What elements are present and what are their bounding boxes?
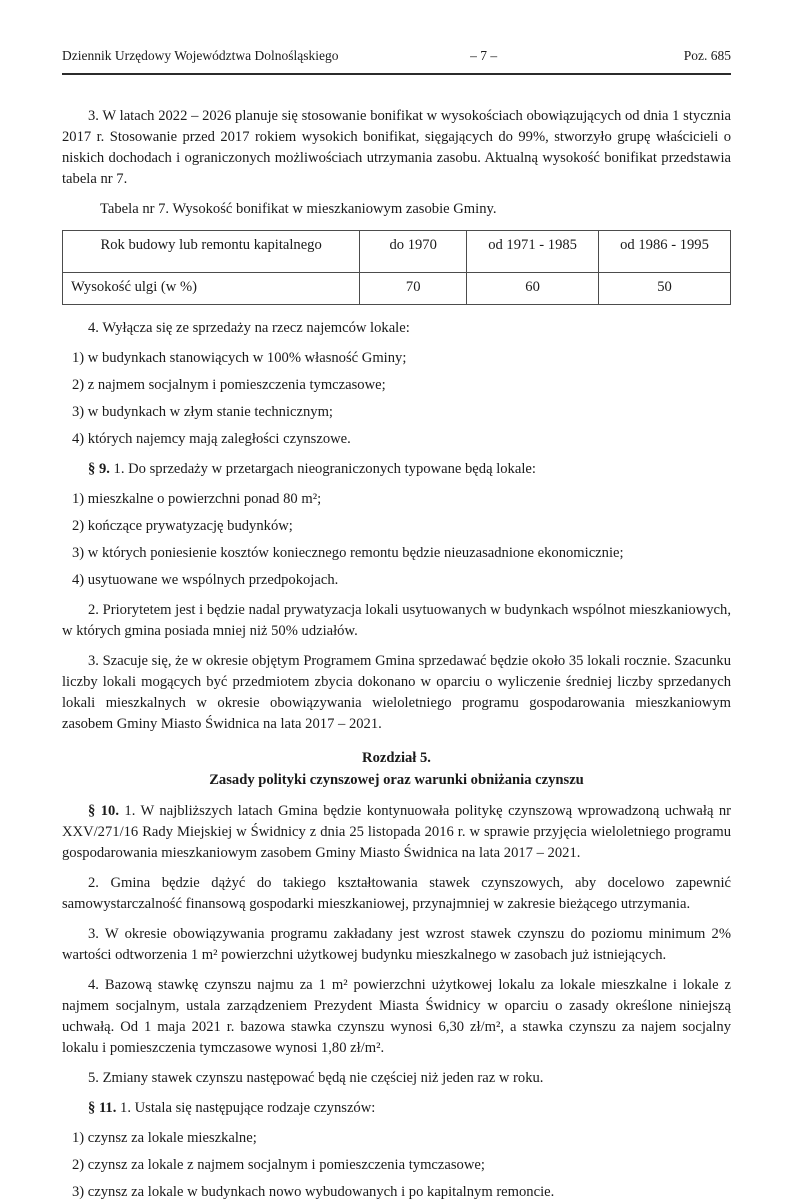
page-header — [62, 48, 731, 75]
chapter-number: Rozdział 5. — [362, 750, 431, 766]
list-item: 3) w których poniesienie kosztów koniecznego remontu będzie nieuzasadnione ekonomicznie; — [72, 545, 624, 561]
position-label: Poz. 685 — [683, 48, 731, 63]
section-mark: § 9. — [88, 461, 110, 477]
list-item: 2) z najmem socjalnym i pomieszczenia tymczasowe; — [72, 377, 386, 393]
table-header-cell: od 1971 - 1985 — [467, 231, 599, 273]
list-item: 2) kończące prywatyzację budynków; — [72, 518, 293, 534]
list-item: 1) mieszkalne o powierzchni ponad 80 m²; — [72, 491, 322, 507]
paragraph-s10-4: 4. Bazową stawkę czynszu najmu za 1 m² powierzchni użytkowej lokalu za lokale mieszkalne i lokale z najmem socjalnym, ustala zarządzeniem Prezydent Miasta Świdnicy w oparciu o zasady określone niniejszą uchwałą. Od 1 maja 2021 r. bazowa stawka czynszu wynosi 6,30 zł/m², a stawka czynszu za najem socjalny lokalu i pomieszczenia tymczasowe wynosi 1,80 zł/m². — [62, 977, 731, 1056]
list-item: 1) w budynkach stanowiących w 100% własność Gminy; — [72, 350, 407, 366]
paragraph-3-bonifikaty: 3. W latach 2022 – 2026 planuje się stosowanie bonifikat w wysokościach obowiązujących od dnia 1 stycznia 2017 r. Stosowanie przed 2017 rokiem wysokich bonifikat, sięgających do 99%, stworzyło grupę właścicieli o niskich dochodach i ograniczonych możliwościach utrzymania zasobu. Aktualną wysokość bonifikat przedstawia tabela nr 7. — [62, 108, 731, 187]
list-item: 3) czynsz za lokale w budynkach nowo wybudowanych i po kapitalnym remoncie. — [72, 1184, 555, 1200]
bonifikaty-table — [62, 230, 731, 305]
list-item: 1) czynsz za lokale mieszkalne; — [72, 1130, 257, 1146]
section-mark: § 11. — [88, 1100, 117, 1116]
paragraph-s9 — [62, 459, 731, 480]
list-s9 — [62, 489, 731, 591]
list-s11 — [62, 1128, 731, 1203]
chapter-heading — [62, 747, 731, 791]
list-item: 2) czynsz za lokale z najmem socjalnym i pomieszczenia tymczasowe; — [72, 1157, 485, 1173]
paragraph-s9-2: 2. Priorytetem jest i będzie nadal prywatyzacja lokali usytuowanych w budynkach wspólnot mieszkaniowych, w których gmina posiada mniej niż 50% udziałów. — [62, 602, 731, 639]
table-row — [63, 273, 731, 305]
paragraph-s10-2: 2. Gmina będzie dążyć do takiego kształtowania stawek czynszowych, aby docelowo zapewnić samowystarczalność finansową gospodarki mieszkaniowej, przynajmniej w zakresie bieżącego utrzymania. — [62, 875, 731, 912]
journal-title: Dziennik Urzędowy Województwa Dolnośląskiego — [62, 48, 339, 63]
paragraph-s9-3: 3. Szacuje się, że w okresie objętym Programem Gmina sprzedawać będzie około 35 lokali rocznie. Szacunku liczby lokali mogących być przedmiotem zbycia dokonano w oparciu o wyliczenie średniej liczby sprzedanych lokali mieszkalnych w okresie obowiązywania wieloletniego programu gospodarowania mieszkaniowym zasobem Gminy Miasto Świdnica na lata 2017 – 2021. — [62, 653, 731, 732]
document-body — [62, 106, 731, 1203]
paragraph-4-wylaczenia: 4. Wyłącza się ze sprzedaży na rzecz najemców lokale: — [88, 320, 410, 336]
list-item: 4) usytuowane we wspólnych przedpokojach. — [72, 572, 339, 588]
table-header-row — [63, 231, 731, 273]
section-text: 1. W najbliższych latach Gmina będzie kontynuowała politykę czynszową wprowadzoną uchwałą nr XXV/271/16 Rady Miejskiej w Świdnicy z dnia 25 listopada 2016 r. w sprawie przyjęcia wieloletniego programu gospodarowania mieszkaniowym zasobem Gminy Miasto Świdnica na lata 2017 – 2021. — [62, 803, 731, 861]
table-cell: 50 — [599, 273, 731, 305]
paragraph-s10-5: 5. Zmiany stawek czynszu następować będą nie częściej niż jeden raz w roku. — [88, 1070, 544, 1086]
page-number: – 7 – — [470, 48, 498, 63]
table-row-label: Wysokość ulgi (w %) — [63, 273, 360, 305]
table-caption: Tabela nr 7. Wysokość bonifikat w mieszkaniowym zasobie Gminy. — [100, 201, 497, 217]
chapter-title: Zasady polityki czynszowej oraz warunki obniżania czynszu — [209, 772, 584, 788]
list-item: 4) których najemcy mają zaległości czynszowe. — [72, 431, 351, 447]
section-text: 1. Do sprzedaży w przetargach nieograniczonych typowane będą lokale: — [109, 461, 536, 477]
paragraph-s10-3: 3. W okresie obowiązywania programu zakładany jest wzrost stawek czynszu do poziomu minimum 2% wartości odtworzenia 1 m² powierzchni użytkowej budynku mieszkalnego w zasobach już istniejących. — [62, 926, 731, 963]
list-item: 3) w budynkach w złym stanie technicznym; — [72, 404, 333, 420]
paragraph-s11 — [62, 1098, 731, 1119]
table-header-cell: Rok budowy lub remontu kapitalnego — [63, 231, 360, 273]
table-cell: 70 — [360, 273, 467, 305]
table-cell: 60 — [467, 273, 599, 305]
section-mark: § 10. — [88, 803, 119, 819]
paragraph-s10 — [62, 801, 731, 864]
table-header-cell: od 1986 - 1995 — [599, 231, 731, 273]
section-text: 1. Ustala się następujące rodzaje czynszów: — [116, 1100, 376, 1116]
table-header-cell: do 1970 — [360, 231, 467, 273]
list-wylaczenia — [62, 348, 731, 450]
